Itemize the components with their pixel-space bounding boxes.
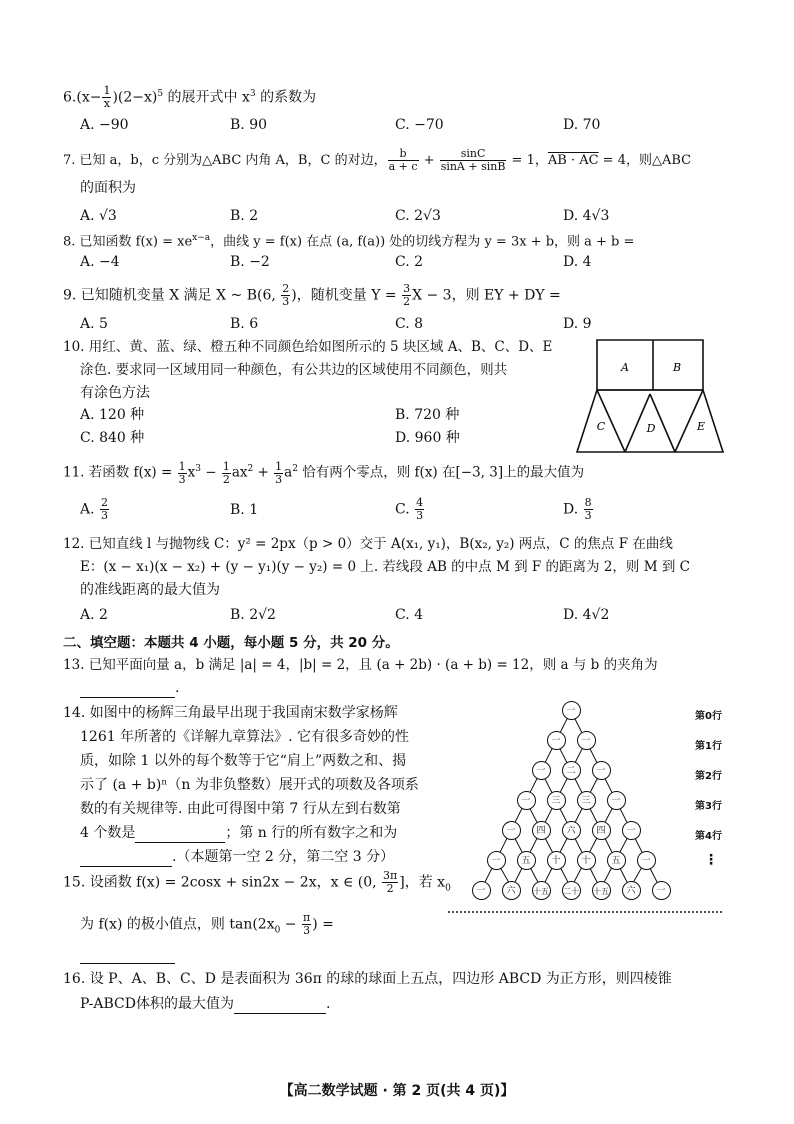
yanghui-node: 六 xyxy=(562,821,581,840)
q7-option-c: C. 2√3 xyxy=(395,208,441,224)
q10-region-figure xyxy=(575,338,725,454)
q9-option-c: C. 8 xyxy=(395,316,424,332)
yanghui-node: 十五 xyxy=(592,881,611,900)
q8-stem: 8. 已知函数 $f(x) = xe^{x-a}$，曲线 y = f(x) 在点 (a, f(a)) 处的切线方程为 y = 3x + b，则 a + b = xyxy=(63,233,635,250)
q10-option-c: C. 840 种 xyxy=(80,430,145,446)
yanghui-node: 十 xyxy=(577,851,596,870)
q14-line4: 示了 (a + b)ⁿ（n 为非负整数）展开式的项数及各项系 xyxy=(80,777,419,793)
yanghui-node: 二 xyxy=(562,761,581,780)
q9-option-a: A. 5 xyxy=(80,316,108,332)
q13-stem: 13. 已知平面向量 a，b 满足 |a| = 4，|b| = 2，且 (a + 2b) · (a + b) = 12，则 a 与 b 的夹角为 xyxy=(63,657,658,673)
q12-stem-line3: 的准线距离的最大值为 xyxy=(80,582,220,598)
yanghui-node: 五 xyxy=(607,851,626,870)
q10-stem-line1: 10. 用红、黄、蓝、绿、橙五种不同颜色给如图所示的 5 块区域 A、B、C、D、E xyxy=(63,339,553,355)
yanghui-node: 一 xyxy=(562,701,581,720)
q14-blank-2[interactable] xyxy=(80,850,172,867)
q10-option-d: D. 960 种 xyxy=(395,430,460,446)
q10-stem-line3: 有涂色方法 xyxy=(80,385,150,401)
yanghui-node: 一 xyxy=(487,851,506,870)
q10-option-a: A. 120 种 xyxy=(80,407,145,423)
q6-option-b: B. 90 xyxy=(230,117,268,133)
q13-blank[interactable] xyxy=(80,681,175,698)
q15-line1: 15. 设函数 f(x) = 2cosx + sin2x − 2x，x ∈ (0, $\frac{3\pi}{2}$ ]，若 $x_0$ xyxy=(63,869,451,895)
row-label-0: 第0行 xyxy=(695,711,722,722)
q6-option-c: C. −70 xyxy=(395,117,444,133)
yanghui-node: 一 xyxy=(532,761,551,780)
q15-line2: 为 f(x) 的极小值点，则 $\tan(2x_0$ − $\frac{\pi}{3}$ ) = xyxy=(80,911,334,937)
q11-option-d: D. $\frac{8}{3}$ xyxy=(563,496,592,522)
q15-answer-line xyxy=(80,944,175,964)
q12-option-c: C. 4 xyxy=(395,607,424,623)
q9-option-d: D. 9 xyxy=(563,316,592,332)
yanghui-node: 一 xyxy=(577,731,596,750)
yanghui-node: 五 xyxy=(517,851,536,870)
q11-stem: 11. 若函数 f(x) = $\frac{1}{3}$ $x^3$ − $\frac{1}{2}$ $ax^2$ + $\frac{1}{3}$ $a^2$ 恰有两个零点，则 f(x) 在[−3, 3]上的最大值为 xyxy=(63,459,585,486)
q6-stem: 6.(x− $\frac{1}{x}$ )$(2-x)^5$ 的展开式中 $x^3$ 的系数为 xyxy=(63,84,317,111)
yanghui-node: 三 xyxy=(577,791,596,810)
q14-line1: 14. 如图中的杨辉三角最早出现于我国南宋数学家杨辉 xyxy=(63,705,398,721)
q14-line5: 数的有关规律等. 由此可得图中第 7 行从左到右数第 xyxy=(80,801,401,817)
yanghui-node: 四 xyxy=(592,821,611,840)
yanghui-node: 一 xyxy=(502,821,521,840)
q9-option-b: B. 6 xyxy=(230,316,259,332)
yanghui-node: 十五 xyxy=(532,881,551,900)
q12-option-a: A. 2 xyxy=(80,607,108,623)
q11-option-a: A. $\frac{2}{3}$ xyxy=(80,496,109,522)
q10-option-b: B. 720 种 xyxy=(395,407,460,423)
yanghui-node: 六 xyxy=(502,881,521,900)
yanghui-node: 一 xyxy=(622,821,641,840)
q14-line2: 1261 年所著的《详解九章算法》. 它有很多奇妙的性 xyxy=(80,729,409,745)
row-label-4: 第4行 xyxy=(695,831,722,842)
yanghui-triangle xyxy=(440,700,740,920)
q12-option-d: D. 4√2 xyxy=(563,607,610,623)
region-label-e: E xyxy=(696,420,706,433)
q11-option-b: B. 1 xyxy=(230,502,259,518)
yanghui-node: 一 xyxy=(472,881,491,900)
region-label-d: D xyxy=(646,422,656,435)
page-footer: 【高二数学试题 · 第 2 页(共 4 页)】 xyxy=(279,1083,515,1099)
region-label-c: C xyxy=(596,420,606,433)
q8-option-b: B. −2 xyxy=(230,254,270,270)
yanghui-node: 二十 xyxy=(562,881,581,900)
q7-option-a: A. √3 xyxy=(80,208,117,224)
region-label-a: A xyxy=(621,361,629,374)
q14-blank-1[interactable] xyxy=(135,826,225,843)
yanghui-node: 一 xyxy=(652,881,671,900)
yanghui-node: 十 xyxy=(547,851,566,870)
q7-option-b: B. 2 xyxy=(230,208,259,224)
q11-option-c: C. $\frac{4}{3}$ xyxy=(395,496,424,522)
yanghui-node: 六 xyxy=(622,881,641,900)
q10-stem-line2: 涂色. 要求同一区域用同一种颜色，有公共边的区域使用不同颜色，则共 xyxy=(80,362,508,378)
row-label-3: 第3行 xyxy=(695,801,722,812)
q12-stem-line2: E：(x − x₁)(x − x₂) + (y − y₁)(y − y₂) = 0 上. 若线段 AB 的中点 M 到 F 的距离为 2，则 M 到 C xyxy=(80,559,690,575)
q16-line1: 16. 设 P、A、B、C、D 是表面积为 36π 的球的球面上五点，四边形 ABCD 为正方形，则四棱锥 xyxy=(63,971,672,987)
row-label-dots: ⋮ xyxy=(704,852,718,868)
q15-blank[interactable] xyxy=(80,947,175,964)
q14-line7: .（本题第一空 2 分，第二空 3 分） xyxy=(80,847,394,867)
section-fill-in-heading: 二、填空题：本题共 4 小题，每小题 5 分，共 20 分。 xyxy=(63,635,399,651)
q12-option-b: B. 2√2 xyxy=(230,607,276,623)
row-label-1: 第1行 xyxy=(695,741,722,752)
yanghui-node: 一 xyxy=(547,731,566,750)
yanghui-node: 一 xyxy=(592,761,611,780)
yanghui-node: 三 xyxy=(547,791,566,810)
q7-stem-line2: 的面积为 xyxy=(80,180,136,196)
q6-option-a: A. −90 xyxy=(80,117,129,133)
region-label-b: B xyxy=(672,361,682,374)
q7-stem-line1: 7. 已知 a，b，c 分别为△ABC 内角 A，B，C 的对边， $\frac{b}{a + c}$ + $\frac{\sin C}{\sin A + \sin B}$ = 1，AB · AC = 4，则△ABC xyxy=(63,147,692,173)
q14-line6: 4 个数是 ；第 n 行的所有数字之和为 xyxy=(80,825,398,841)
yanghui-node: 一 xyxy=(637,851,656,870)
q14-line3: 质，如除 1 以外的每个数等于它“肩上”两数之和、揭 xyxy=(80,753,407,769)
row-label-2: 第2行 xyxy=(695,771,722,782)
yanghui-node: 四 xyxy=(532,821,551,840)
q8-option-d: D. 4 xyxy=(563,254,592,270)
q13-answer-line: . xyxy=(80,678,179,698)
q7-option-d: D. 4√3 xyxy=(563,208,610,224)
q8-option-c: C. 2 xyxy=(395,254,424,270)
yanghui-node: 一 xyxy=(607,791,626,810)
q12-stem-line1: 12. 已知直线 l 与抛物线 C：y² = 2px（p > 0）交于 A(x₁, y₁)，B(x₂, y₂) 两点，C 的焦点 F 在曲线 xyxy=(63,536,673,552)
yanghui-node: 一 xyxy=(517,791,536,810)
q8-option-a: A. −4 xyxy=(80,254,120,270)
q16-line2: P-ABCD体积的最大值为 . xyxy=(80,996,331,1012)
q16-blank[interactable] xyxy=(234,997,326,1014)
q9-stem: 9. 已知随机变量 X 满足 X ~ B(6, $\frac{2}{3}$ )，随机变量 Y = $\frac{3}{2}$ X − 3，则 EY + DY = xyxy=(63,282,561,308)
q6-option-d: D. 70 xyxy=(563,117,601,133)
